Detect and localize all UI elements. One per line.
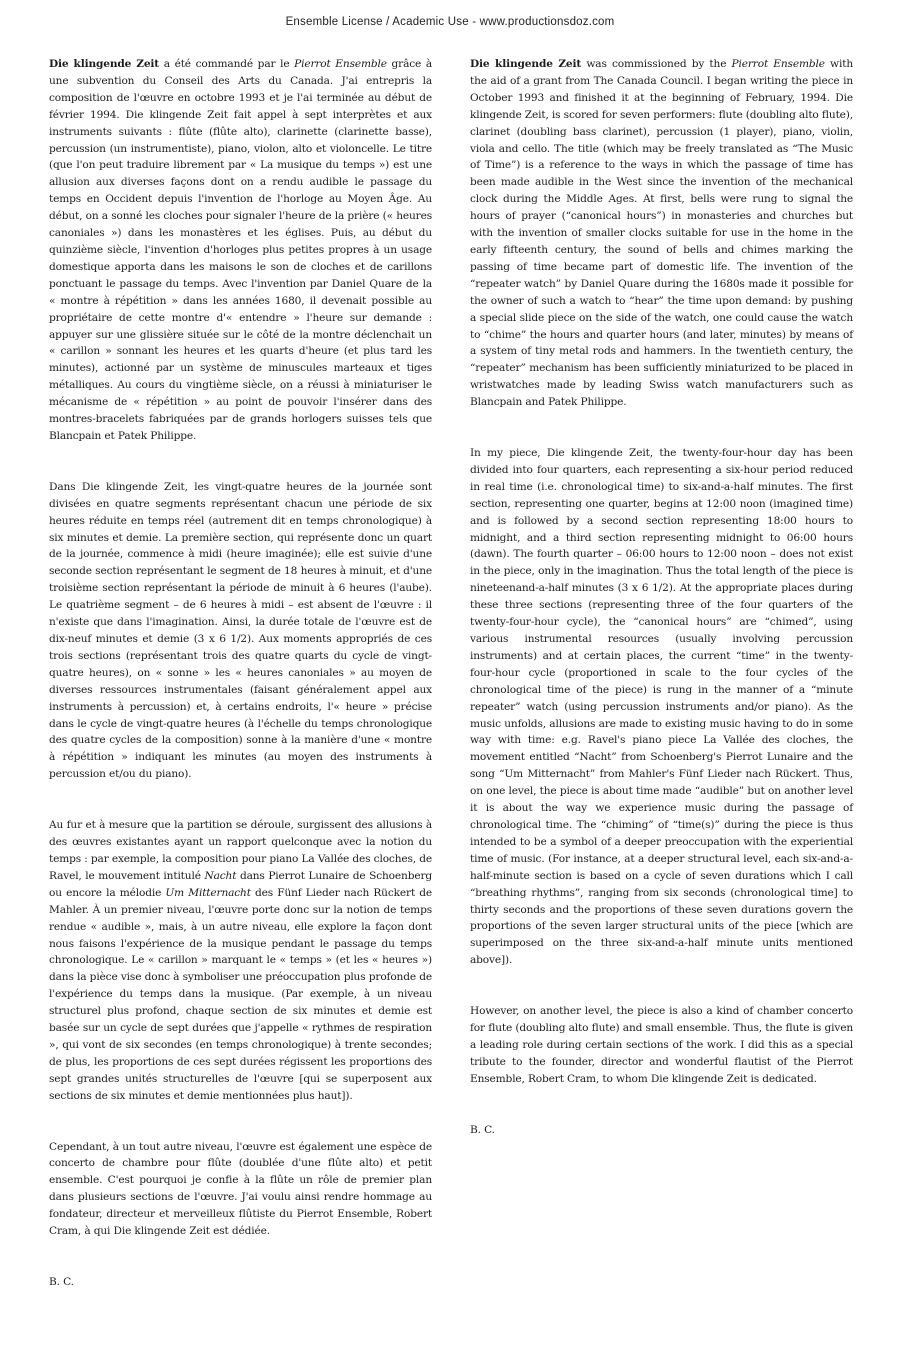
french-allusions-text-3: des Fünf Lieder nach Rückert de Mahler. À un premier niveau, l'œuvre porte donc sur la notion de temps rendue « audible », mais, à un autre niveau, elle explore la façon dont nous faisons l'expérience de la musique pendant le passage du temps chronologique. Le « carillon » marquant le « temps » (et les « heures ») dans la pièce vise donc à symboliser une préoccupation plus profonde de l'expérience du temps dans la musique. (Par exemple, à un niveau structurel plus profond, chaque section de six minutes et demie est basée sur un cycle de sept durées que j'appelle « rythmes de respiration », qui vont de six secondes (en temps chronologique) à trente secondes; de plus, les proportions de ces sept durées régissent les proportions des sept grandes unités structurelles de l'œuvre [qui se superposent aux sections de six minutes et demie mentionnées plus haut]). xyxy=(49,886,432,1102)
english-work-title: Die klingende Zeit xyxy=(470,58,582,70)
english-intro-text-2: with the aid of a grant from The Canada Council. I began writing the piece in October 1993 and finished it at the beginning of February, 1994. Die klingende Zeit, is scored for seven performers: flute (doubling alto flute), clarinet (doubling bass clarinet), percussion (1 player), piano, violin, viola and cello. The title (which may be freely translated as “The Music of Time”) is a reference to the ways in which the passage of time has been made audible in the West since the invention of the mechanical clock during the Middle Ages. At first, bells were rung to signal the hours of prayer (“canonical hours”) in monasteries and churches but with the invention of smaller clocks suitable for use in the home in the early fifteenth century, the sound of bells and chimes marking the passing of time became part of domestic life. The invention of the “repeater watch” by Daniel Quare during the 1680s made it possible for the owner of such a watch to “hear” the time upon demand: by pushing a special slide piece on the side of the watch, one could cause the watch to “chime” the hours and quarter hours (and later, minutes) by means of a system of tiny metal rods and hammers. In the twentieth century, the “repeater” mechanism has been sufficiently miniaturized to be placed in wristwatches made by leading Swiss watch manufacturers such as Blancpain and Patek Philippe. xyxy=(470,58,853,409)
license-header: Ensemble License / Academic Use - www.productionsdoz.com xyxy=(285,16,615,28)
english-signature: B. C. xyxy=(470,1123,495,1136)
english-ensemble-name: Pierrot Ensemble xyxy=(731,58,825,70)
french-work-title: Die klingende Zeit xyxy=(49,58,160,70)
french-paragraph-intro xyxy=(49,56,432,445)
french-nacht-title: Nacht xyxy=(204,869,237,882)
english-paragraph-concerto: However, on another level, the piece is also a kind of chamber concerto for flute (doubling alto flute) and small ensemble. Thus, the flute is given a leading role during certain sections of the work. I did this as a special tribute to the founder, director and wonderful flautist of the Pierrot Ensemble, Robert Cram, to whom Die klingende Zeit is dedicated. xyxy=(470,1005,853,1085)
english-intro-text-1: was commissioned by the xyxy=(581,58,732,70)
french-allusions-text-1: Au fur et à mesure que la partition se déroule, surgissent des allusions à des œuvres existantes ayant un rapport quelconque avec la notion du temps : par exemple, la composition pour piano La Vallée des cloches, de Ravel, le mouvement intitulé xyxy=(49,819,432,882)
french-paragraph-allusions xyxy=(49,817,432,1104)
french-column xyxy=(49,56,432,1291)
english-paragraph-intro xyxy=(470,56,853,411)
french-ensemble-name: Pierrot Ensemble xyxy=(294,58,387,70)
english-paragraph-structure: In my piece, Die klingende Zeit, the twenty-four-hour day has been divided into four quarters, each representing a six-hour period reduced in real time (i.e. chronological time) to six-and-a-half minutes. The first section, representing one quarter, begins at 12:00 noon (imagined time) and is followed by a second section representing 18:00 hours to midnight, and a third section representing midnight to 06:00 hours (dawn). The fourth quarter – 06:00 hours to 12:00 noon – does not exist in the piece, only in the imagination. Thus the total length of the piece is nineteenand-a-half minutes (3 x 6 1/2). At the appropriate places during these three sections (representing three of the four quarters of the twenty-four-hour cycle), the “canonical hours” are “chimed”, using various instrumental resources (usually involving percussion instruments) and at certain places, the current “time” in the twenty-four-hour cycle (proportioned in scale to the four cycles of the chronological time of the piece) is rung in the manner of a “minute repeater” watch (using percussion instruments and/or piano). As the music unfolds, allusions are made to existing music having to do in some way with time: e.g. Ravel's piano piece La Vallée des cloches, the movement entitled “Nacht” from Schoenberg's Pierrot Lunaire and the song “Um Mitternacht” from Mahler's Fünf Lieder nach Rückert. Thus, on one level, the piece is about time made “audible” but on another level it is about the way we experience music during the passage of chronological time. The “chiming” of “time(s)” during the piece is thus intended to be a symbol of a deeper preoccupation with the experiential time of music. (For instance, at a deeper structural level, each six-and-a-half-minute section is based on a cycle of seven durations which I call “breathing rhythms”, ranging from six seconds (chronological time] to thirty seconds and the proportions of these seven durations govern the proportions of the seven larger structural units of the piece [which are superimposed on the three six-and-a-half minute units mentioned above]). xyxy=(470,447,853,967)
french-mitternacht-title: Um Mitternacht xyxy=(165,886,251,899)
french-intro-text-1: a été commandé par le xyxy=(159,58,295,70)
french-signature: B. C. xyxy=(49,1276,74,1288)
french-intro-text-2: grâce à une subvention du Conseil des Arts du Canada. J'ai entrepris la composition de l'œuvre en octobre 1993 et je l'ai terminée au début de février 1994. Die klingende Zeit fait appel à sept interprètes et aux instruments suivants : flûte (flûte alto), clarinette (clarinette basse), percussion (un instrumentiste), piano, violon, alto et violoncelle. Le titre (que l'on peut traduire librement par « La musique du temps ») est une allusion aux diverses façons dont on a rendu audible le passage du temps en Occident depuis l'invention de l'horloge au Moyen Âge. Au début, on a sonné les cloches pour signaler l'heure de la prière (« heures canoniales ») dans les monastères et les églises. Puis, au début du quinzième siècle, l'invention d'horloges plus petites propres à un usage domestique apporta dans les maisons le son de cloches et de carillons ponctuant le passage du temps. Avec l'invention par Daniel Quare de la « montre à répétition » dans les années 1680, il devenait possible au propriétaire de cette montre d'« entendre » l'heure sur demande : appuyer sur une glissière située sur le côté de la montre déclenchait un « carillon » sonnant les heures et les quarts d'heure (et plus tard les minutes), actionné par un système de minuscules marteaux et tiges métalliques. Au cours du vingtième siècle, on a réussi à miniaturiser le mécanisme de « répétition » au point de pouvoir l'insérer dans des montres-bracelets fabriquées par de grands horlogers suisses tels que Blancpain et Patek Philippe. xyxy=(49,58,433,442)
french-paragraph-concerto: Cependant, à un tout autre niveau, l'œuvre est également une espèce de concerto de chambre pour flûte (doublée d'une flûte alto) et petit ensemble. C'est pourquoi je confie à la flûte un rôle de premier plan dans plusieurs sections de l'œuvre. J'ai voulu ainsi rendre hommage au fondateur, directeur et merveilleux flûtiste du Pierrot Ensemble, Robert Cram, à qui Die klingende Zeit est dédiée. xyxy=(49,1140,432,1238)
french-paragraph-structure: Dans Die klingende Zeit, les vingt-quatre heures de la journée sont divisées en quatre segments représentant chacun une période de six heures réduite en temps réel (autrement dit en temps chronologique) à six minutes et demie. La première section, qui représente donc un quart de la journée, commence à midi (heure imaginée); elle est suivie d'une seconde section représentant le segment de 18 heures à minuit, et d'une troisième section représentant la période de minuit à 6 heures (l'aube). Le quatrième segment – de 6 heures à midi – est absent de l'œuvre : il n'existe que dans l'imagination. Ainsi, la durée totale de l'œuvre est de dix-neuf minutes et demie (3 x 6 1/2). Aux moments appropriés de ces trois sections (représentant trois des quatre quarts du cycle de vingt-quatre heures), on « sonne » les « heures canoniales » au moyen de diverses ressources instrumentales (faisant généralement appel aux instruments à percussion) et, à certains endroits, l'« heure » précise dans le cycle de vingt-quatre heures (à l'échelle du temps chronologique des quatre cycles de la composition) sonne à la manière d'une « montre à répétition » indiquant les minutes (au moyen des instruments à percussion et/ou du piano). xyxy=(49,480,432,781)
french-allusions-text-2: dans Pierrot Lunaire de Schoenberg ou encore la mélodie xyxy=(49,869,432,899)
english-column xyxy=(470,56,853,1139)
